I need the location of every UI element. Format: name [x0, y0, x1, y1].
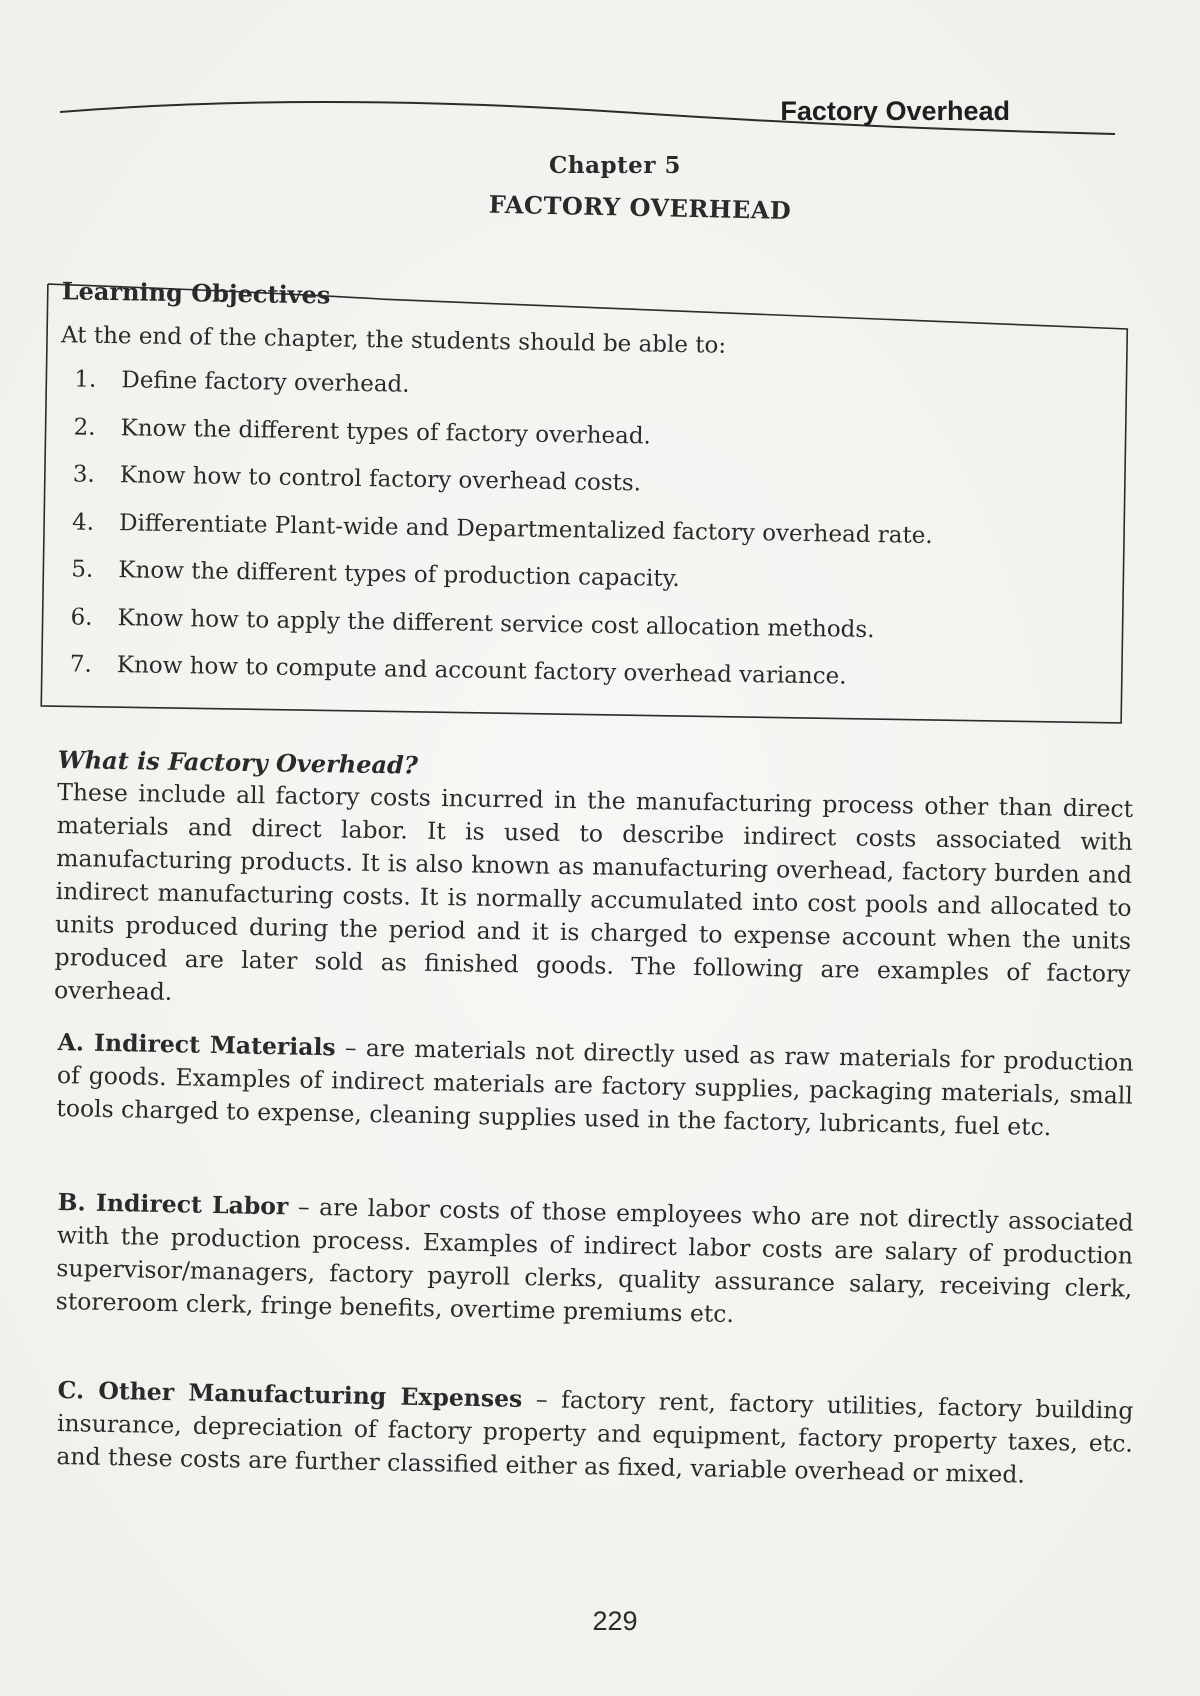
objective-item: 5. Know the different types of production capacity.: [71, 556, 681, 592]
indirect-labor-section: [55, 1186, 1133, 1339]
objectives-heading: Learning Objectives: [61, 276, 331, 310]
learning-objectives-box: [39, 276, 1130, 733]
what-is-section: [54, 744, 1134, 1024]
objective-item: 1. Define factory overhead.: [74, 366, 410, 398]
section-term: B. Indirect Labor: [57, 1187, 289, 1221]
objectives-list: [69, 366, 935, 712]
objective-item: 3. Know how to control factory overhead costs.: [72, 461, 642, 497]
running-head: Factory Overhead: [780, 96, 1010, 126]
indirect-materials-section: [56, 1026, 1134, 1146]
objectives-intro: At the end of the chapter, the students should be able to:: [60, 322, 727, 359]
objective-item: 7. Know how to compute and account factory overhead variance.: [69, 651, 847, 690]
section-text: – factory rent, factory utilities, factory building insurance, depreciation of factory property and equipment, factory property taxes, etc. and these costs are further classified either as fixed, variable overhead or mixed.: [56, 1384, 1134, 1489]
chapter-label: Chapter 5: [549, 152, 681, 179]
section-text: – are materials not directly used as raw materials for production of goods. Examples of indirect materials are factory supplies, packaging materials, small tools charged to expense, cleaning supplies used in the factory, lubricants, fuel etc.: [56, 1033, 1134, 1142]
what-is-paragraph: These include all factory costs incurred in the manufacturing process other than direct materials and direct labor. It is used to describe indirect costs associated with manufacturing products. It is also known as manufacturing overhead, factory burden and indirect manufacturing costs. It is normally accumulated into cost pools and allocated to units produced during the period and it is charged to expense account when the units produced are later sold as finished goods. The following are examples of factory overhead.: [53, 777, 1134, 1006]
page-number: 229: [592, 1606, 638, 1636]
section-term: C. Other Manufacturing Expenses: [57, 1375, 523, 1413]
section-term: A. Indirect Materials: [57, 1027, 336, 1062]
chapter-title: FACTORY OVERHEAD: [488, 189, 792, 226]
objective-item: 2. Know the different types of factory overhead.: [73, 413, 652, 450]
other-manufacturing-section: [56, 1374, 1134, 1494]
objective-item: 6. Know how to apply the different service cost allocation methods.: [70, 603, 875, 643]
what-is-heading: What is Factory Overhead?: [57, 744, 419, 780]
section-text: – are labor costs of those employees who are not directly associated with the production process. Examples of indirect labor costs are salary of production supervisor/managers, factory payroll clerks, quality assurance salary, receiving clerk, storeroom clerk, fringe benefits, overtime premiums etc.: [55, 1192, 1134, 1328]
objective-item: 4. Differentiate Plant-wide and Departmentalized factory overhead rate.: [71, 508, 933, 549]
